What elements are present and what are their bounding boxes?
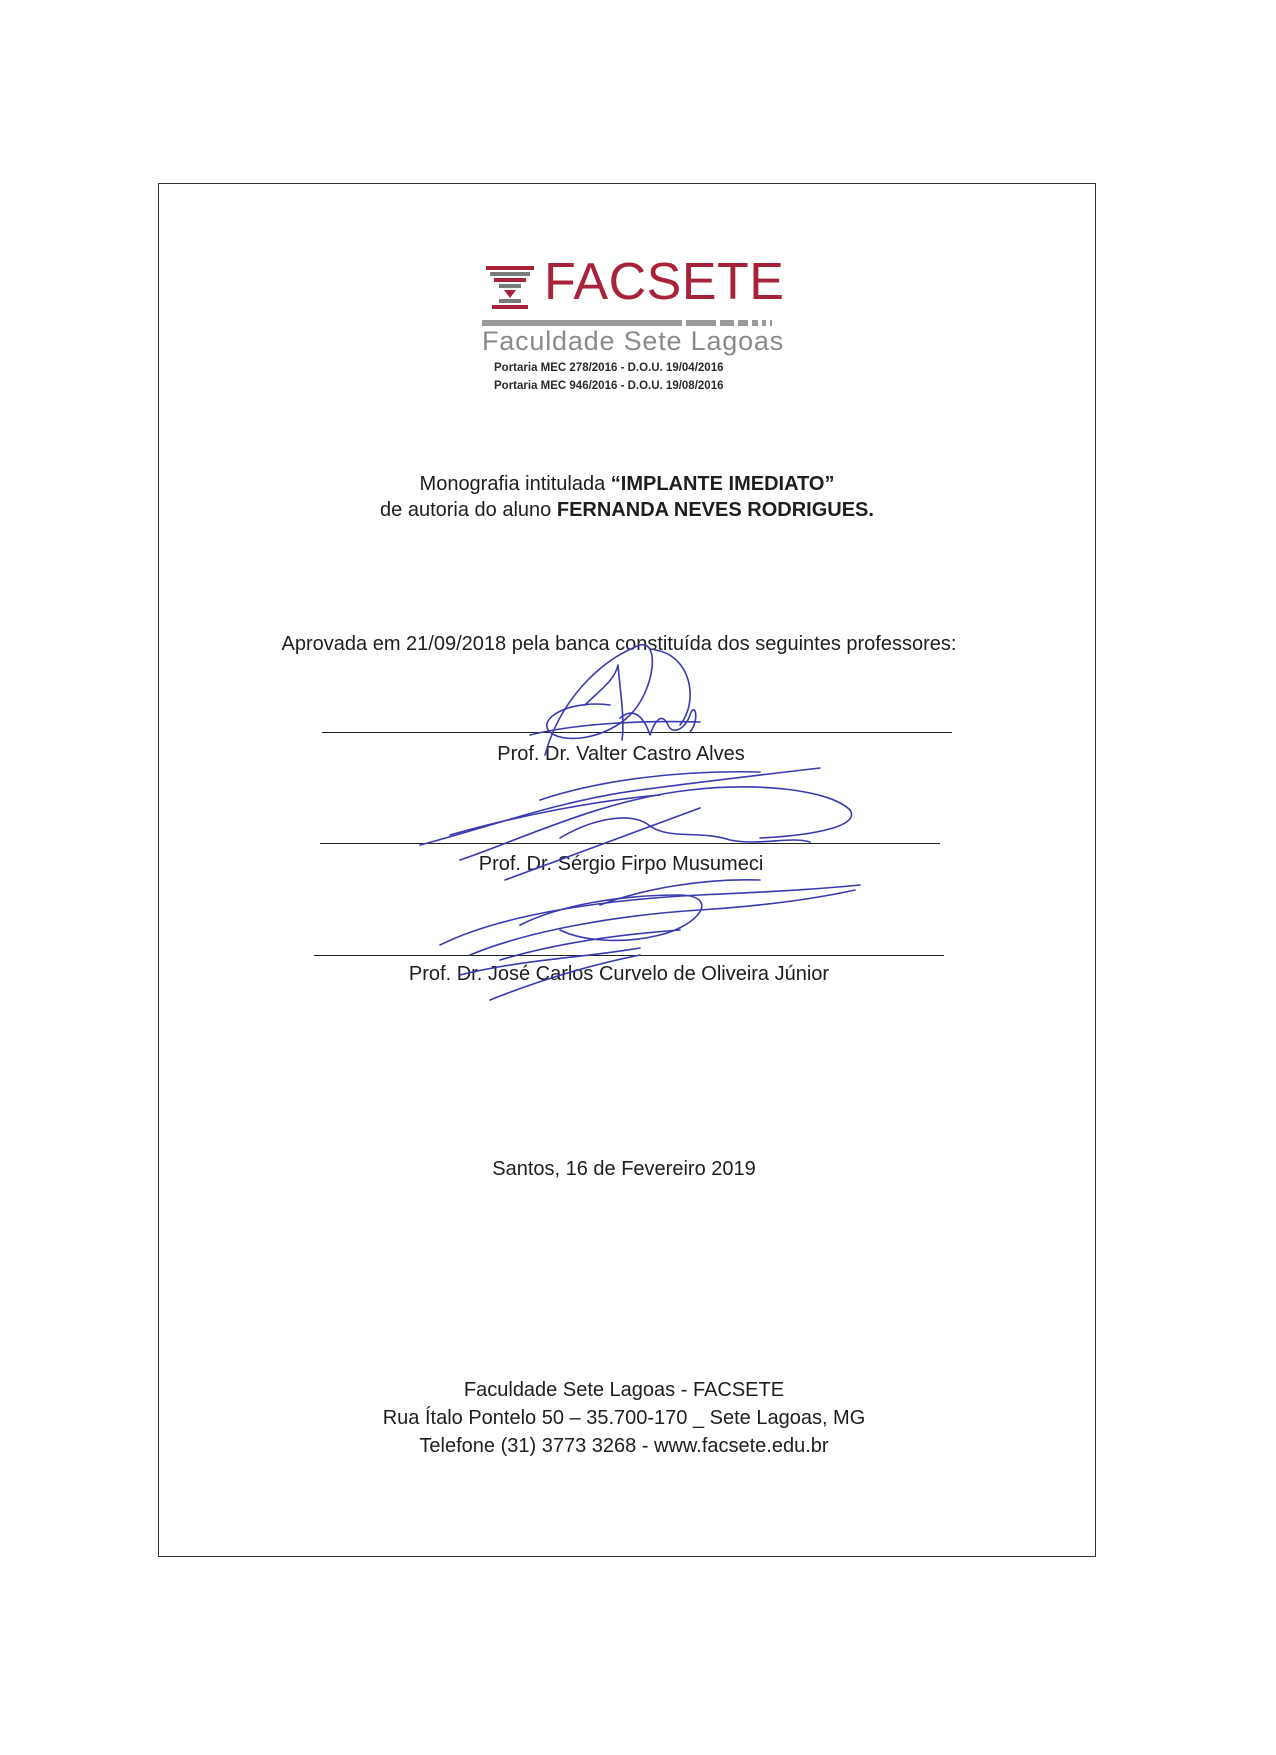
author-intro: de autoria do aluno: [380, 499, 557, 521]
author-name: FERNANDA NEVES RODRIGUES.: [556, 499, 874, 521]
signature-line: [314, 955, 944, 956]
logo-portaria-2: Portaria MEC 946/2016 - D.O.U. 19/08/2016: [494, 380, 724, 392]
footer-address: Rua Ítalo Pontelo 50 – 35.700-170 _ Sete Lagoas, MG: [382, 1407, 866, 1429]
monograph-title-line: [158, 474, 1096, 494]
monograph-author-line: [158, 500, 1096, 520]
footer-contact: Telefone (31) 3773 3268 - www.facsete.edu.br: [419, 1435, 829, 1457]
logo-portaria-1: Portaria MEC 278/2016 - D.O.U. 19/04/2016: [494, 362, 724, 374]
committee-member: Prof. Dr. José Carlos Curvelo de Oliveira Júnior: [408, 963, 830, 985]
signature-line: [320, 843, 940, 844]
approval-text: Aprovada em 21/09/2018 pela banca constituída dos seguintes professores:: [281, 633, 957, 655]
committee-member: Prof. Dr. Sérgio Firpo Musumeci: [478, 853, 764, 875]
monograph-intro: Monografia intitulada: [419, 473, 611, 495]
facsete-emblem-icon: [484, 266, 536, 312]
monograph-title: “IMPLANTE IMEDIATO”: [610, 473, 835, 495]
footer-institution: Faculdade Sete Lagoas - FACSETE: [463, 1379, 785, 1401]
signature-line: [322, 732, 952, 733]
facsete-logo: [478, 253, 785, 412]
logo-subtitle: Faculdade Sete Lagoas: [482, 326, 785, 356]
place-date: Santos, 16 de Fevereiro 2019: [492, 1158, 756, 1180]
logo-brand: FACSETE: [544, 253, 785, 311]
committee-member: Prof. Dr. Valter Castro Alves: [497, 743, 745, 765]
